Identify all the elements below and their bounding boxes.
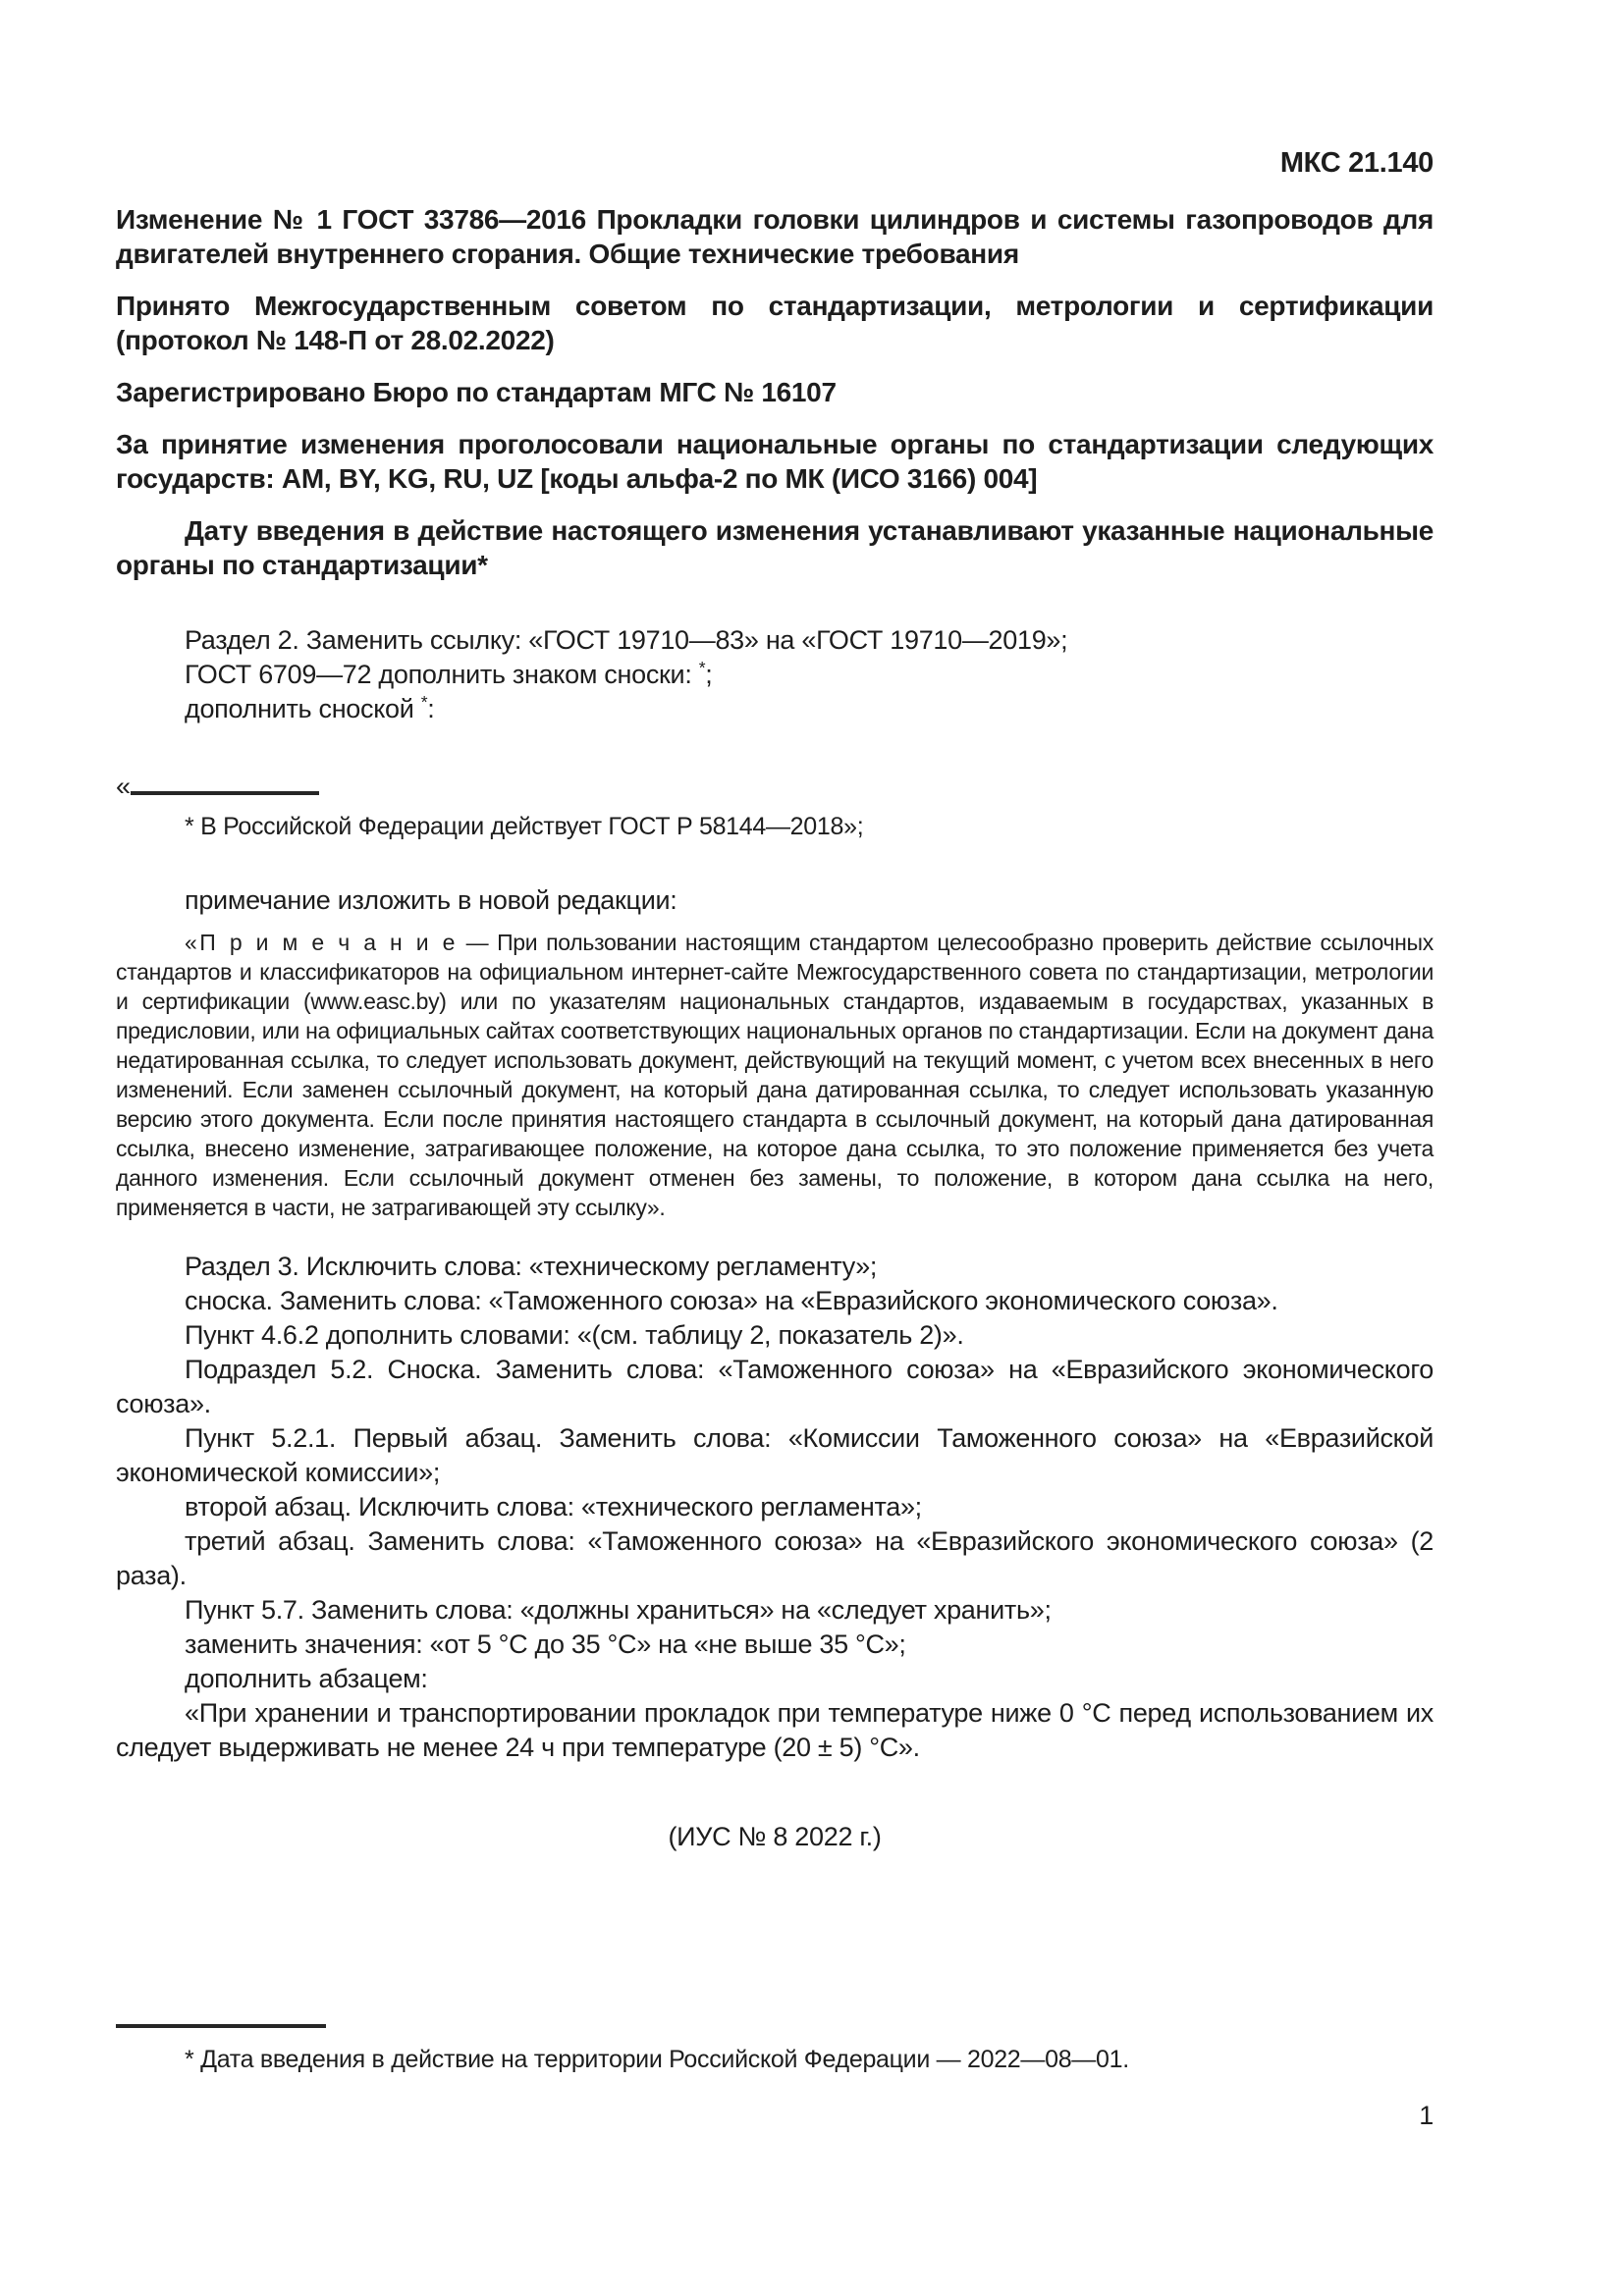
ius-issue-reference: (ИУС № 8 2022 г.) (668, 1822, 882, 1851)
page-number: 1 (1419, 2101, 1434, 2130)
gost6709-text: ГОСТ 6709—72 дополнить знаком сноски: (185, 660, 699, 689)
section2-add-footnote-line (116, 692, 1434, 726)
voted-statement: За принятие изменения проголосовали национальные органы по стандартизации следующих государств: AM, BY, KG, RU, UZ [коды альфа-2 по МК (ИСО 3166) 004] (116, 429, 1434, 494)
effective-date-statement: Дату введения в действие настоящего изменения устанавливают указанные национальные органы по стандартизации* (116, 515, 1434, 580)
note-label: «П р и м е ч а н и е (185, 930, 458, 955)
amendment-item: «При хранении и транспортировании прокладок при температуре ниже 0 °С перед использованием их следует выдерживать не менее 24 ч при температуре (20 ± 5) °С». (116, 1698, 1434, 1762)
amendment-item: Раздел 3. Исключить слова: «техническому регламенту»; (185, 1252, 878, 1281)
opening-guillemet: « (116, 772, 131, 801)
inserted-footnote-text: * В Российской Федерации действует ГОСТ Р 58144—2018»; (185, 813, 864, 840)
amendment-item: сноска. Заменить слова: «Таможенного союза» на «Евразийского экономического союза». (185, 1286, 1278, 1315)
registered-statement: Зарегистрировано Бюро по стандартам МГС № 16107 (116, 377, 837, 407)
section2-replace-reference: Раздел 2. Заменить ссылку: «ГОСТ 19710—83» на «ГОСТ 19710—2019»; (185, 625, 1068, 655)
footnote-asterisk: * (420, 692, 428, 712)
page-footer (116, 2024, 1434, 2131)
note-revision-intro: примечание изложить в новой редакции: (185, 885, 677, 915)
section2-gost6709-line (116, 658, 1434, 692)
adopted-statement: Принято Межгосударственным советом по стандартизации, метрологии и сертификации (протокол № 148-П от 28.02.2022) (116, 291, 1434, 355)
footnote-asterisk: * (698, 658, 706, 677)
footnote-divider-line (116, 2024, 326, 2028)
amendment-item: Пункт 4.6.2 дополнить словами: «(см. таблицу 2, показатель 2)». (185, 1320, 964, 1350)
page-content (116, 147, 1434, 1854)
mks-classification-code: МКС 21.140 (1279, 147, 1434, 179)
amendment-item: Пункт 5.2.1. Первый абзац. Заменить слова: «Комиссии Таможенного союза» на «Евразийской экономической комиссии»; (116, 1423, 1434, 1487)
amendment-title: Изменение № 1 ГОСТ 33786—2016 Прокладки головки цилиндров и системы газопроводов для двигателей внутреннего сгорания. Общие технические требования (116, 204, 1434, 269)
amendment-item: второй абзац. Исключить слова: «технического регламента»; (185, 1492, 922, 1522)
amendment-item: Подраздел 5.2. Сноска. Заменить слова: «Таможенного союза» на «Евразийского экономического союза». (116, 1355, 1434, 1418)
standard-note-paragraph (116, 928, 1434, 1222)
amendments-list (116, 1250, 1434, 1765)
effective-date-footnote: * Дата введения в действие на территории Российской Федерации — 2022—08—01. (185, 2046, 1129, 2073)
amendment-item: дополнить абзацем: (185, 1664, 428, 1693)
amendment-item: заменить значения: «от 5 °С до 35 °С» на «не выше 35 °С»; (185, 1629, 906, 1659)
add-footnote-tail: : (427, 694, 435, 723)
opening-quote-with-rule (116, 772, 1434, 801)
gost6709-tail: ; (705, 660, 713, 689)
amendment-item: третий абзац. Заменить слова: «Таможенного союза» на «Евразийского экономического союза» (2 раза). (116, 1526, 1434, 1590)
amendment-item: Пункт 5.7. Заменить слова: «должны храниться» на «следует хранить»; (185, 1595, 1052, 1625)
add-footnote-text: дополнить сноской (185, 694, 421, 723)
note-body: — При пользовании настоящим стандартом целесообразно проверить действие ссылочных стандартов и классификаторов на официальном интернет-сайте Межгосударственного совета по стандартизации, метрологии и сертификации (www.easc.by) или по указателям национальных стандартов, издаваемым в государствах, указанных в предисловии, или на официальных сайтах соответствующих национальных органов по стандартизации. Если на документ дана недатированная ссылка, то следует использовать документ, действующий на текущий момент, с учетом всех внесенных в него изменений. Если заменен ссылочный документ, на который дана датированная ссылка, то следует использовать указанную версию этого документа. Если после принятия настоящего стандарта в ссылочный документ, на который дана датированная ссылка, внесено изменение, затрагивающее положение, на которое дана ссылка, то это положение применяется без учета данного изменения. Если ссылочный документ отменен без замены, то положение, в котором дана ссылка на него, применяется в части, не затрагивающей эту ссылку». (116, 930, 1434, 1220)
footnote-separator-line (131, 772, 319, 795)
